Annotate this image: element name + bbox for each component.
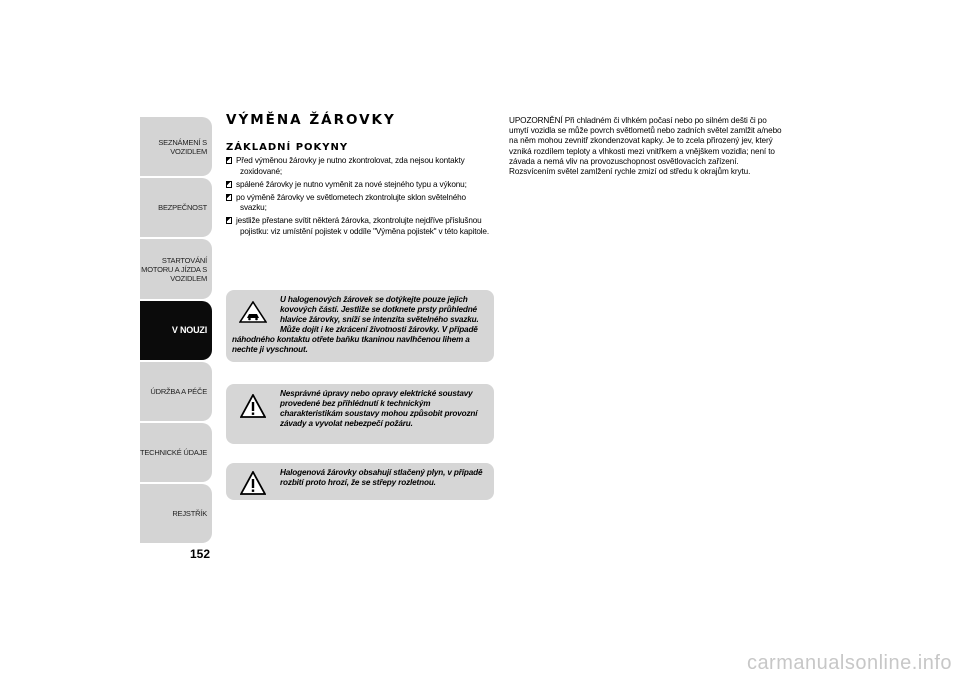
watermark: carmanualsonline.info bbox=[746, 652, 952, 674]
section-subtitle: ZÁKLADNÍ POKYNY bbox=[226, 142, 349, 153]
bullet-box-icon bbox=[226, 217, 232, 224]
tab-technicke-udaje[interactable]: TECHNICKÉ ÚDAJE bbox=[140, 423, 212, 482]
left-column bbox=[226, 112, 494, 240]
tab-v-nouzi[interactable]: V NOUZI bbox=[140, 301, 212, 360]
note-box-pressure: Halogenová žárovky obsahují stlačený plyn, v případě rozbití proto hrozí, že se střepy rozletnou. bbox=[226, 463, 494, 500]
page-number: 152 bbox=[189, 547, 210, 561]
bullet-box-icon bbox=[226, 181, 232, 188]
tab-udrzba[interactable]: ÚDRŽBA A PÉČE bbox=[140, 362, 212, 421]
page-title: VÝMĚNA ŽÁROVKY bbox=[226, 112, 396, 128]
tab-startovani[interactable]: STARTOVÁNÍ MOTORU A JÍZDA S VOZIDLEM bbox=[140, 239, 212, 299]
tab-rejstrik[interactable]: REJSTŘÍK bbox=[140, 484, 212, 543]
tab-seznameni[interactable]: SEZNÁMENÍ S VOZIDLEM bbox=[140, 117, 212, 176]
list-item: Před výměnou žárovky je nutno zkontrolovat, zda nejsou kontakty zoxidované; bbox=[226, 156, 494, 177]
note-box-electrical: Nesprávné úpravy nebo opravy elektrické soustavy provedené bez přihlédnutí k technickým charakteristikám soustavy mohou způsobit provozní závady a vyvolat nebezpečí požáru. bbox=[226, 384, 494, 444]
tab-bezpecnost[interactable]: BEZPEČNOST bbox=[140, 178, 212, 237]
list-item: po výměně žárovky ve světlometech zkontrolujte sklon světelného svazku; bbox=[226, 193, 494, 214]
right-column-note: UPOZORNĚNÍ Při chladném či vlhkém počasí nebo po silném dešti či po umytí vozidla se může povrch světlometů nebo zadních světel zamlžit a/nebo na něm mohou zevnitř zkondenzovat kapky. Je to zcela přirozený jev, který vzniká rozdílem teploty a vlhkosti mezi vnitřkem a vnějškem vozidla; není to závada a nemá vliv na provozuschopnost osvětlovacích zařízení. Rozsvícením světel zamlžení rychle zmizí od středu k okrajům krytu. bbox=[509, 116, 782, 177]
list-item: jestliže přestane svítit některá žárovka, zkontrolujte nejdříve příslušnou pojistku: viz umístění pojistek v oddíle "Výměna pojistek" v této kapitole. bbox=[226, 216, 494, 237]
warning-triangle-icon bbox=[236, 470, 270, 496]
note-box-halogen: U halogenových žárovek se dotýkejte pouze jejich kovových částí. Jestliže se dotknete prsty průhledné hlavice žárovky, sníží se intenzita světelného svazku. Může dojít i ke zkrácení životnosti žárovky. V případě náhodného kontaktu otřete baňku tkaninou navlhčenou lihem a nechte ji vyschnout. bbox=[226, 290, 494, 362]
list-item: spálené žárovky je nutno vyměnit za nové stejného typu a výkonu; bbox=[226, 180, 494, 191]
bullet-box-icon bbox=[226, 157, 232, 164]
warning-triangle-icon bbox=[236, 391, 270, 421]
bullet-list bbox=[226, 156, 494, 237]
section-tabs bbox=[140, 117, 212, 545]
car-warning-icon bbox=[236, 297, 270, 327]
bullet-box-icon bbox=[226, 194, 232, 201]
